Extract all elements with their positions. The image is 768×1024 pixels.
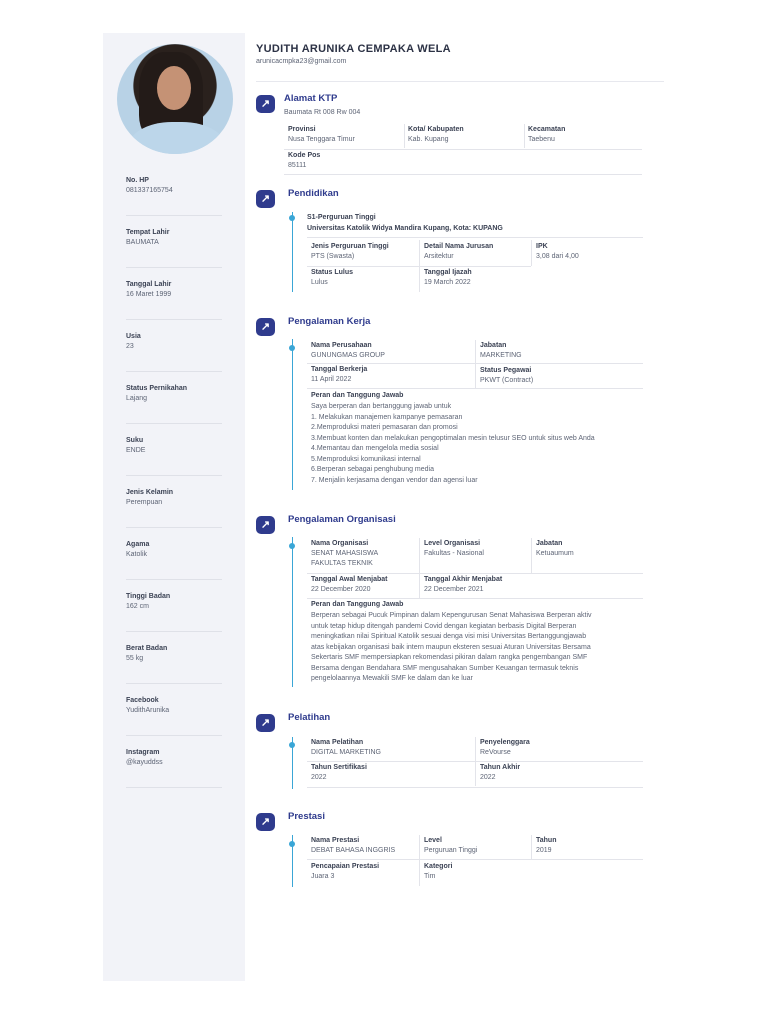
field-value: MARKETING <box>480 352 522 359</box>
education-level: S1-Perguruan Tinggi <box>307 214 376 221</box>
field-tanggal-akhir <box>424 575 502 595</box>
field-tahun-prestasi <box>536 836 556 856</box>
field-provinsi <box>288 125 355 145</box>
field-kota <box>408 125 464 145</box>
field-nama-prestasi <box>311 836 395 856</box>
info-label: No. HP <box>126 177 149 184</box>
responsibility-line: Bersama dengan Bendahara SMF mengusahakan Sumber Keuangan termasuk teknis <box>311 664 579 672</box>
info-value: Katolik <box>126 551 148 558</box>
timeline-line <box>292 537 293 687</box>
field-value: 3,08 dari 4,00 <box>536 253 579 260</box>
field-tanggal-awal <box>311 575 388 595</box>
field-label: Jenis Perguruan Tinggi <box>311 243 389 250</box>
peran-label: Peran dan Tanggung Jawab <box>311 601 404 608</box>
divider <box>419 538 420 573</box>
divider <box>524 124 525 148</box>
candidate-email: arunicacmpka23@gmail.com <box>256 58 347 65</box>
field-value: 22 December 2020 <box>311 586 371 593</box>
divider <box>419 240 420 266</box>
info-label: Usia <box>126 333 141 340</box>
sidebar <box>103 33 245 981</box>
field-value: 2022 <box>480 774 496 781</box>
field-ipk <box>536 242 579 262</box>
field-value: DEBAT BAHASA INGGRIS <box>311 847 396 854</box>
arrow-up-right-icon: ↗ <box>256 813 275 831</box>
field-value: PKWT (Contract) <box>480 377 534 384</box>
info-item-birthdate <box>126 280 222 320</box>
section-title-organisasi: Pengalaman Organisasi <box>288 514 396 525</box>
field-kodepos <box>288 151 320 171</box>
field-label: Kode Pos <box>288 152 321 159</box>
field-perusahaan <box>311 341 385 361</box>
divider <box>307 573 643 574</box>
info-item-age <box>126 332 222 372</box>
field-jurusan <box>424 242 493 262</box>
divider <box>404 124 405 148</box>
address-line: Baumata Rt 008 Rw 004 <box>284 109 361 116</box>
section-title-kerja: Pengalaman Kerja <box>288 316 371 327</box>
field-label: Nama Pelatihan <box>311 739 364 746</box>
field-jabatan-organisasi <box>536 539 574 559</box>
info-value: 162 cm <box>126 603 149 610</box>
responsibility-line: 3.Membuat konten dan melakukan pengoptimalan mesin telusur SEO untuk situs web Anda <box>311 434 595 442</box>
responsibility-line: Sekertaris SMF mempersiapkan rekomendasi pikiran dalam rangka pengembangan SMF <box>311 654 588 661</box>
field-label: Status Lulus <box>311 269 354 276</box>
field-label: Kategori <box>424 863 453 870</box>
timeline-line <box>292 212 293 292</box>
field-label: IPK <box>536 243 548 250</box>
field-pencapaian <box>311 862 379 882</box>
peran-label: Peran dan Tanggung Jawab <box>311 392 404 399</box>
kerja-responsibilities <box>311 402 595 486</box>
field-penyelenggara <box>480 738 530 758</box>
field-value: Taebenu <box>528 136 555 143</box>
info-item-height <box>126 592 222 632</box>
education-school: Universitas Katolik Widya Mandira Kupang, Kota: KUPANG <box>307 225 503 232</box>
divider <box>307 787 643 788</box>
info-item-facebook <box>126 696 222 736</box>
field-label: Tahun Sertifikasi <box>311 764 367 771</box>
divider <box>531 240 532 266</box>
info-label: Status Pernikahan <box>126 385 188 392</box>
timeline-dot <box>289 215 295 221</box>
info-item-weight <box>126 644 222 684</box>
responsibility-line: 7. Menjalin kerjasama dengan vendor dan agensi luar <box>311 476 478 484</box>
field-value: Fakultas - Nasional <box>424 550 484 557</box>
field-tanggal-ijazah <box>424 268 472 288</box>
field-label: Tahun <box>536 837 557 844</box>
field-value: Nusa Tenggara Timur <box>288 136 355 143</box>
info-label: Facebook <box>126 697 159 704</box>
field-nama-organisasi <box>311 539 378 569</box>
divider <box>475 340 476 364</box>
info-value: YudithArunika <box>126 707 170 714</box>
field-label: Level Organisasi <box>424 540 481 547</box>
timeline-dot <box>289 345 295 351</box>
field-label: Jabatan <box>480 342 507 349</box>
divider <box>419 267 420 292</box>
field-label: Status Pegawai <box>480 367 532 374</box>
arrow-up-right-icon: ↗ <box>256 190 275 208</box>
divider <box>307 859 643 860</box>
field-label: Tanggal Awal Menjabat <box>311 576 388 583</box>
field-value: Arsitektur <box>424 253 454 260</box>
responsibility-line: 2.Memproduksi materi pemasaran dan promosi <box>311 424 458 431</box>
info-item-instagram <box>126 748 222 788</box>
field-label: Detail Nama Jurusan <box>424 243 494 250</box>
divider <box>531 538 532 573</box>
timeline-dot <box>289 742 295 748</box>
responsibility-line: 5.Memproduksi komunikasi internal <box>311 455 421 463</box>
field-level-organisasi <box>424 539 484 559</box>
field-jabatan <box>480 341 522 361</box>
divider <box>419 860 420 886</box>
divider <box>284 149 642 150</box>
divider <box>284 174 642 175</box>
field-level-prestasi <box>424 836 477 856</box>
field-value: 11 April 2022 <box>311 376 352 383</box>
responsibility-line: meningkatkan nilai Spiritual Katolik sesuai denga visi misi Universitas Bertanggungjawab <box>311 633 587 640</box>
field-value: Juara 3 <box>311 873 335 880</box>
responsibility-line: 4.Memantau dan mengelola media sosial <box>311 445 439 452</box>
arrow-up-right-icon: ↗ <box>256 516 275 534</box>
header-divider <box>256 81 664 82</box>
timeline-dot <box>289 841 295 847</box>
field-label: Kecamatan <box>528 126 566 133</box>
field-label: Level <box>424 837 442 844</box>
info-item-ethnicity <box>126 436 222 476</box>
field-label: Tanggal Berkerja <box>311 366 368 373</box>
section-title-alamat: Alamat KTP <box>284 93 338 104</box>
field-value: 19 March 2022 <box>424 279 471 286</box>
divider <box>475 737 476 761</box>
section-title-pelatihan: Pelatihan <box>288 712 331 723</box>
field-label: Tanggal Ijazah <box>424 269 472 276</box>
field-value: Lulus <box>311 279 328 286</box>
field-label: Pencapaian Prestasi <box>311 863 380 870</box>
field-label: Nama Prestasi <box>311 837 360 844</box>
info-item-phone <box>126 176 222 216</box>
field-label: Nama Organisasi <box>311 540 369 547</box>
field-label: Kota/ Kabupaten <box>408 126 464 133</box>
field-value: 2019 <box>536 847 552 854</box>
info-label: Berat Badan <box>126 645 168 652</box>
timeline-line <box>292 339 293 490</box>
field-value: FAKULTAS TEKNIK <box>311 560 373 567</box>
info-value: ENDE <box>126 447 146 454</box>
divider <box>531 835 532 859</box>
field-value: DIGITAL MARKETING <box>311 749 382 756</box>
info-label: Tanggal Lahir <box>126 281 172 288</box>
field-label: Tahun Akhir <box>480 764 521 771</box>
arrow-up-right-icon: ↗ <box>256 318 275 336</box>
field-value: Tim <box>424 873 436 880</box>
organisasi-responsibilities <box>311 611 592 685</box>
info-value: @kayuddss <box>126 759 163 766</box>
field-kecamatan <box>528 125 565 145</box>
info-label: Agama <box>126 541 150 548</box>
info-label: Suku <box>126 437 144 444</box>
divider <box>419 835 420 859</box>
field-value: 85111 <box>288 162 307 169</box>
responsibility-line: 6.Berperan sebagai penghubung media <box>311 466 434 473</box>
field-jenis-pt <box>311 242 389 262</box>
divider <box>307 237 643 238</box>
responsibility-line: untuk tetap hidup ditengah pandemi Covid dengan kegiatan berbasis Digital Berperan <box>311 622 577 630</box>
field-kategori <box>424 862 452 882</box>
field-label: Jabatan <box>536 540 563 547</box>
divider <box>419 574 420 598</box>
responsibility-line: 1. Melakukan manajemen kampanye pemasaran <box>311 413 463 421</box>
info-label: Instagram <box>126 749 160 756</box>
field-label: Penyelenggara <box>480 739 530 746</box>
info-value: BAUMATA <box>126 239 159 246</box>
field-value: Ketuaumum <box>536 550 574 557</box>
divider <box>475 762 476 786</box>
info-label: Tempat Lahir <box>126 229 170 236</box>
candidate-name: YUDITH ARUNIKA CEMPAKA WELA <box>256 43 451 55</box>
divider <box>307 388 643 389</box>
info-value: 16 Maret 1999 <box>126 291 172 298</box>
field-value: Perguruan Tinggi <box>424 847 478 854</box>
field-tahun-sertifikasi <box>311 763 367 783</box>
field-value: ReVourse <box>480 749 511 756</box>
info-value: 081337165754 <box>126 187 173 194</box>
field-value: PTS (Swasta) <box>311 253 355 260</box>
divider <box>307 598 643 599</box>
field-value: 2022 <box>311 774 327 781</box>
field-nama-pelatihan <box>311 738 381 758</box>
info-value: Lajang <box>126 395 148 402</box>
info-item-marital-status <box>126 384 222 424</box>
field-label: Nama Perusahaan <box>311 342 372 349</box>
responsibility-line: Saya berperan dan bertanggung jawab untuk <box>311 403 452 410</box>
field-tanggal-kerja <box>311 365 367 385</box>
field-status-lulus <box>311 268 353 288</box>
responsibility-line: atas kebijakan organisasi baik intern maupun eksteren sesuai Aturan Universitas Bersama <box>311 643 591 651</box>
field-value: Kab. Kupang <box>408 136 449 143</box>
field-status-pegawai <box>480 366 533 386</box>
info-label: Jenis Kelamin <box>126 489 174 496</box>
divider <box>475 364 476 388</box>
responsibility-line: pengelolaannya Mewakili SMF ke dalam dan ke luar <box>311 675 473 682</box>
info-item-gender <box>126 488 222 528</box>
info-value: 23 <box>126 343 134 350</box>
section-title-prestasi: Prestasi <box>288 811 325 822</box>
profile-photo <box>117 44 233 154</box>
field-value: GUNUNGMAS GROUP <box>311 352 385 359</box>
section-title-pendidikan: Pendidikan <box>288 188 339 199</box>
personal-info-list <box>126 176 222 800</box>
timeline-dot <box>289 543 295 549</box>
info-value: Perempuan <box>126 499 163 506</box>
field-label: Provinsi <box>288 126 316 133</box>
info-label: Tinggi Badan <box>126 593 171 600</box>
field-label: Tanggal Akhir Menjabat <box>424 576 503 583</box>
field-tahun-akhir <box>480 763 520 783</box>
arrow-up-right-icon: ↗ <box>256 714 275 732</box>
arrow-up-right-icon: ↗ <box>256 95 275 113</box>
field-value: SENAT MAHASISWA <box>311 550 379 557</box>
info-item-birthplace <box>126 228 222 268</box>
info-item-religion <box>126 540 222 580</box>
responsibility-line: Berperan sebagai Pucuk Pimpinan dalam Kepengurusan Senat Mahasiswa Berperan aktiv <box>311 612 592 619</box>
field-value: 22 December 2021 <box>424 586 484 593</box>
info-value: 55 kg <box>126 655 144 662</box>
